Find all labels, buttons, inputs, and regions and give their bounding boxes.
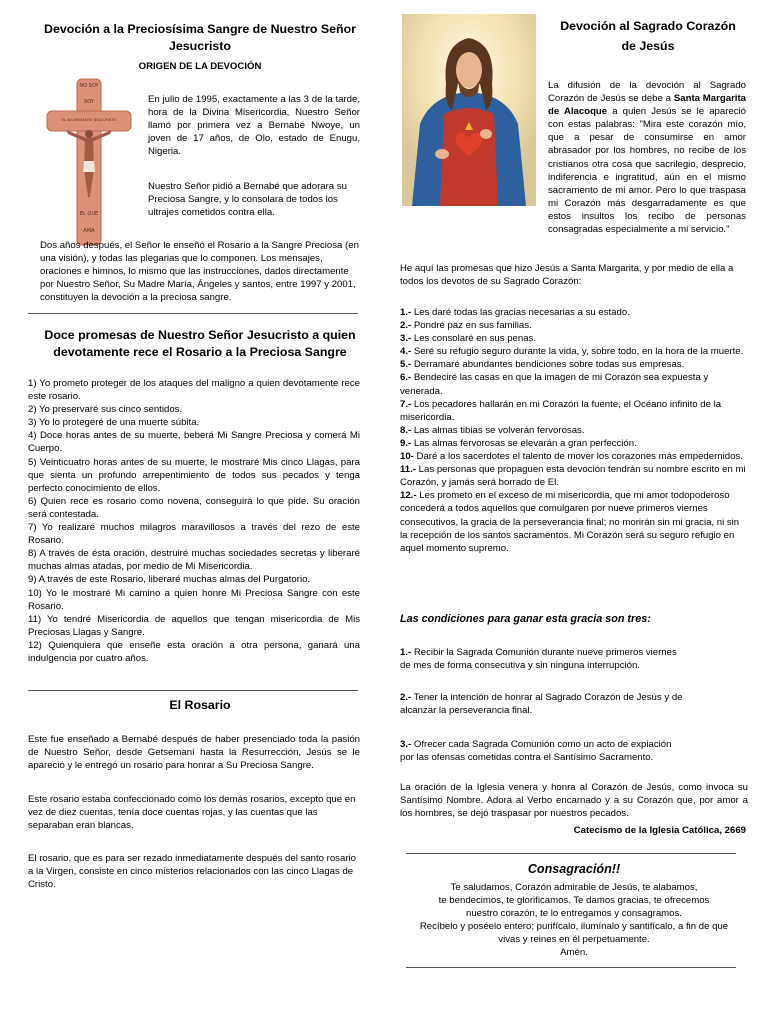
crucifix-label-top: NO SOY [79,83,99,89]
list-item: 9) A través de este Rosario, liberaré muchas almas del Purgatorio. [28,574,311,586]
list-item [400,358,748,371]
divider [28,313,358,314]
promise-text: Les daré todas las gracias necesarias a su estado. [411,307,630,318]
right-title-line-2: de Jesús [621,39,675,53]
list-item [400,371,748,397]
prayer-line: Recíbelo y poséelo entero; purifícalo, ilumínalo y santifícalo, a fin de que [419,921,729,933]
list-item: 7) Yo realizaré muchos milagros maravillosos a través del rezo de este Rosario. [28,522,360,547]
list-item [400,332,748,345]
promise-number: 10- [400,451,414,463]
promise-text: Pondré paz en sus familias. [411,320,532,332]
list-item: 6) Quien rece es rosario como novena, conseguirá lo que pide. Su oración será contestada. [28,495,360,520]
prayer-line: Te saludamos, Corazón admirable de Jesús, te alabamos, [450,882,698,893]
precious-blood-promises-list [28,377,360,665]
crucifix-label-bottom2: AMA [83,228,95,234]
crucifix-image [44,77,134,247]
condition-number: 1.- [400,647,412,658]
condition-item [400,691,748,717]
consecration-prayer [400,881,748,960]
condition-item [400,738,748,764]
sacred-heart-intro-top [548,79,746,236]
divider [406,967,736,968]
condition-line-2: por las ofensas cometidas contra el Santísimo Sacramento. [400,752,654,764]
promise-text: Daré a los sacerdotes el talento de mover los corazones más empedernidos. [413,451,743,463]
rosary-title: El Rosario [169,698,231,712]
left-subtitle: ORIGEN DE LA DEVOCIÓN [138,61,262,72]
consecration-title: Consagración!! [527,862,621,876]
left-title: Devoción a la Preciosísima Sangre de Nuestro Señor Jesucristo [44,22,356,53]
origin-paragraph-3: Dos años después, el Señor le enseñó el Rosario a la Sangre Preciosa (en una visión), y todas las plegarias que lo componen. Los mensajes, oraciones e himnos, lo mismo que las instrucciones, dados directamente por Nuestro Señor, Su Madre María, Ángeles y santos, entre 1997 y 2001, constituyen la devoción a la preciosa sangre. [40,240,359,304]
list-item: 2) Yo preservaré sus cinco sentidos. [28,404,183,416]
promise-text: Les prometo en el exceso de mi misericordia, que mi amor todopoderoso concederá a todos aquellos que comulgaren por nueve primeros viernes consecutivos, la gracia de la perseverancia final; no morirán sin mi gracia, ni sin la recepción de los santos sacramentos. Mi Corazón será su seguro refugio en aquel momento supremo. [400,490,740,554]
promise-text: Las personas que propaguen esta devoción tendrán su nombre escrito en mi Corazón, y jamás será borrado de El. [400,464,746,489]
divider [406,853,736,854]
promise-number: 1.- [400,307,412,318]
list-item [400,424,748,437]
list-item: 12) Quienquiera que enseñe esta oración a otra persona, ganará una indulgencia por cuatro años. [28,639,360,664]
promise-number: 3.- [400,333,412,345]
promises-intro: He aquí las promesas que hizo Jesús a Santa Margarita, y por medio de ella a todos los devotos de su Sagrado Corazón: [400,263,734,288]
crucifix-plaque: EL AGONIZANTE JESUCRISTO [61,117,117,122]
intro-text-b: a quien Jesús se le apareció con estas palabras: "Mira este corazón mío, que a pesar de consumirse en amor abrasador por los hombres, no recibe de los cristianos otra cosa que sacrilegio, desprecio, indiferencia e ingratitud, aún en el mismo sacramento de mi amor. Pero lo que traspasa mi Corazón más desgarradamente es que estos insultos los recibo de personas consagradas especialmente a mi servicio." [548,106,746,236]
list-item [400,450,748,463]
rosary-paragraph-2: Este rosario estaba confeccionado como los demás rosarios, excepto que en vez de diez cuentas, tenía doce cuentas rojas, y las cuentas que las separaban eran blancas. [28,794,356,832]
list-item: 10) Yo le mostraré Mi camino a quien honre Mi Preciosa Sangre con este Rosario. [28,587,360,612]
condition-line-1: Tener la intención de honrar al Sagrado Corazón de Jesús y de [411,692,683,703]
intro-saint-name: Santa Margarita de Alacoque [548,93,746,118]
divider [28,690,358,691]
condition-number: 2.- [400,692,412,703]
list-item: 5) Veinticuatro horas antes de su muerte, le mostraré Mis cinco Llagas, para que sienta un profundo arrepentimiento de todos sus pecados y tenga perfecto conocimiento de ellos. [28,456,360,494]
condition-line-2: alcanzar la perseverancia final. [400,705,533,717]
condition-line-2: de mes de forma consecutiva y sin ninguna interrupción. [400,660,640,672]
promise-text: Les consolaré en sus penas. [411,333,537,345]
promise-text: Las almas tibias se volverán fervorosas. [411,424,585,436]
condition-number: 3.- [400,739,412,750]
promise-number: 2.- [400,320,412,332]
catechism-reference: Catecismo de la Iglesia Católica, 2669 [573,825,746,836]
list-item [400,319,748,332]
rosary-paragraph-1: Este fue enseñado a Bernabé después de haber presenciado toda la pasión de Nuestro Señor, desde Getsemaní hasta la Resurrección, Jesús se le apareció y le entregó un rosario para honrar a Su Preciosa Sangre. [28,734,360,772]
list-item: 4) Doce horas antes de su muerte, beberá Mi Sangre Preciosa y comerá Mi Cuerpo. [28,430,360,455]
promise-text: Derramaré abundantes bendiciones sobre todas sus empresas. [411,359,685,371]
promise-text: Seré su refugio seguro durante la vida, y, sobre todo, en la hora de la muerte. [411,346,744,358]
list-item: 11) Yo tendré Misericordia de aquellos que tengan misericordia de Mis Preciosas Llagas y Sangre. [28,613,360,638]
right-title-line-1: Devoción al Sagrado Corazón [560,19,736,33]
prayer-line: te bendecimos, te glorificamos. Te damos gracias, te ofrecemos [438,895,710,907]
rosary-paragraph-3: El rosario, que es para ser rezado inmediatamente después del santo rosario a la Virgen, consiste en cinco misterios relacionados con las cinco Llagas de Cristo. [28,853,356,891]
sacred-heart-image [402,14,536,206]
list-item [400,345,748,358]
promise-text: Los pecadores hallarán en mi Corazón la fuente, el Océano infinito de la misericordia. [400,398,722,423]
conditions-title: Las condiciones para ganar esta gracia son tres: [400,613,651,625]
list-item: 3) Yo lo protegeré de una muerte súbita. [28,417,200,429]
prayer-line: Amén. [560,947,588,959]
list-item [400,437,748,450]
promise-number: 7.- [400,398,412,410]
promise-number: 9.- [400,437,412,449]
catechism-text: La oración de la Iglesia venera y honra al Corazón de Jesús, como invoca su Santísimo Nombre. Adora al Verbo encarnado y a su Corazón que, por amor a los hombres, se dejó traspasar por nuestros pecados. [400,782,748,820]
list-item [400,463,748,489]
promise-text: Bendeciré las casas en que la imagen de mi Corazón sea expuesta y venerada. [400,372,709,397]
promise-number: 8.- [400,424,412,436]
list-item: 1) Yo prometo proteger de los ataques del maligno a quien devotamente rece este rosario. [28,378,360,403]
condition-line-1: Ofrecer cada Sagrada Comunión como un acto de expiación [411,739,672,750]
list-item [400,398,748,424]
crucifix-label-middle: SOY [84,99,94,105]
list-item [400,306,748,319]
origin-paragraph-2: Nuestro Señor pidió a Bernabé que adorara su Preciosa Sangre, y lo consolara de todos los ultrajes cometidos contra ella. [148,181,347,219]
prayer-line: vivas y reines en él perpetuamente. [498,934,650,946]
condition-line-1: Recibir la Sagrada Comunión durante nueve primeros viernes [411,647,677,658]
promise-number: 11.- [400,464,417,476]
list-item [400,489,748,554]
condition-item [400,646,748,672]
promise-text: Las almas fervorosas se elevarán a gran perfección. [411,437,637,449]
list-item: 8) A través de ésta oración, destruiré muchas sociedades secretas y liberaré muchas almas atadas, por medio de Mi Misericordia. [28,548,360,573]
crucifix-label-bottom1: EL QUE [79,211,99,217]
sacred-heart-promises-list [400,306,748,555]
promise-number: 5.- [400,359,412,371]
intro-text-a: La difusión de la devoción al Sagrado Corazón de Jesús se debe a [548,80,746,105]
promise-number: 6.- [400,372,412,384]
promises-title: Doce promesas de Nuestro Señor Jesucristo a quien devotamente rece el Rosario a la Preciosa Sangre [44,328,356,359]
promise-number: 4.- [400,346,412,358]
promise-number: 12.- [400,490,417,502]
prayer-line: nuestro corazón, te lo entregamos y consagramos. [466,908,682,920]
origin-paragraph-1: En julio de 1995, exactamente a las 3 de la tarde, hora de la Divina Misericordia, Nuestro Señor llamó por primera vez a Bernabé Nwoye, un joven de 17 años, de Olo, estado de Enugu, Nigeria. [148,94,360,158]
